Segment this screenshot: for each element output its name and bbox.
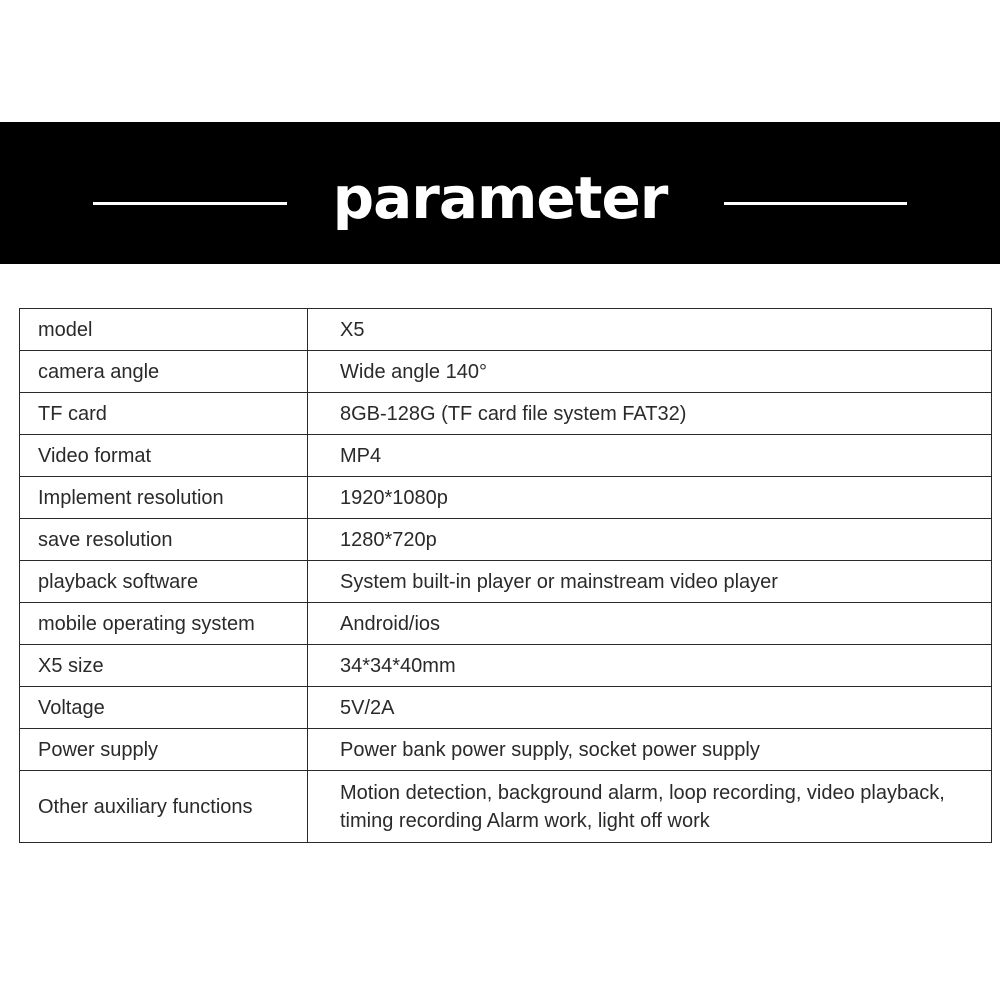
param-label: TF card: [20, 393, 308, 435]
table-row: [20, 729, 992, 771]
table-row: [20, 435, 992, 477]
right-divider-line: [724, 202, 907, 205]
param-label: save resolution: [20, 519, 308, 561]
table-row: [20, 393, 992, 435]
table-row: [20, 477, 992, 519]
param-label: Power supply: [20, 729, 308, 771]
table-row: [20, 603, 992, 645]
param-value: Wide angle 140°: [308, 351, 992, 393]
param-label: Voltage: [20, 687, 308, 729]
param-value: 1920*1080p: [308, 477, 992, 519]
param-label: playback software: [20, 561, 308, 603]
table-row: [20, 309, 992, 351]
param-value: Motion detection, background alarm, loop recording, video playback, timing recording Alarm work, light off work: [308, 771, 992, 843]
table-row: [20, 561, 992, 603]
param-label: mobile operating system: [20, 603, 308, 645]
table-row: [20, 519, 992, 561]
param-value: MP4: [308, 435, 992, 477]
table-row: [20, 645, 992, 687]
param-value: System built-in player or mainstream video player: [308, 561, 992, 603]
param-label: camera angle: [20, 351, 308, 393]
param-value: 8GB-128G (TF card file system FAT32): [308, 393, 992, 435]
left-divider-line: [93, 202, 287, 205]
param-label: Other auxiliary functions: [20, 771, 308, 843]
param-value: Power bank power supply, socket power supply: [308, 729, 992, 771]
param-label: Video format: [20, 435, 308, 477]
table-row: [20, 351, 992, 393]
param-value: X5: [308, 309, 992, 351]
table-row: [20, 771, 992, 843]
param-value: 1280*720p: [308, 519, 992, 561]
page-title: parameter: [332, 164, 668, 232]
table-row: [20, 687, 992, 729]
param-value: 5V/2A: [308, 687, 992, 729]
param-value: Android/ios: [308, 603, 992, 645]
param-label: Implement resolution: [20, 477, 308, 519]
param-label: model: [20, 309, 308, 351]
param-label: X5 size: [20, 645, 308, 687]
parameter-table: [19, 308, 992, 843]
param-value: 34*34*40mm: [308, 645, 992, 687]
